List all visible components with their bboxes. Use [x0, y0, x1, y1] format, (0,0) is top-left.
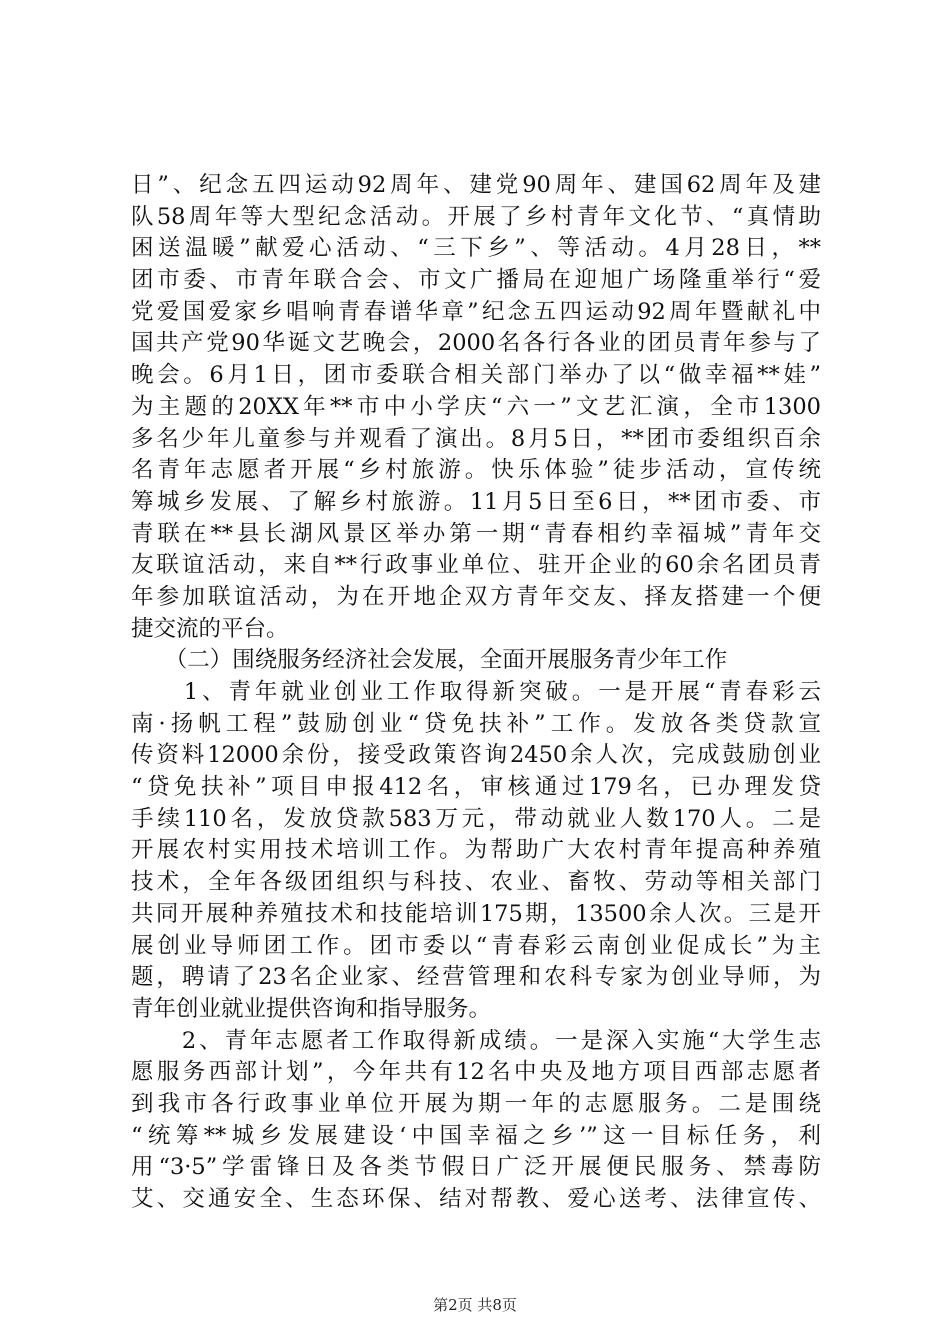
text-line: 1、青年就业创业工作取得新突破。一是开展“青春彩云: [131, 679, 821, 705]
text-line: 团市委、市青年联合会、市文广播局在迎旭广场隆重举行“爱: [131, 267, 821, 294]
text-line: 艾、交通安全、生态环保、结对帮教、爱心送考、法律宣传、: [131, 1186, 821, 1212]
section-heading: （二）围绕服务经济社会发展，全面开展服务青少年工作: [131, 647, 728, 674]
text-line: “贷免扶补”项目申报412名，审核通过179名，已办理发贷: [131, 774, 821, 801]
text-line: 展创业导师团工作。团市委以“青春彩云南创业促成长”为主: [131, 932, 821, 959]
text-line: 党爱国爱家乡唱响青春谱华章”纪念五四运动92周年暨献礼中: [131, 298, 821, 325]
text-line: 用“3·5”学雷锋日及各类节假日广泛开展便民服务、禁毒防: [131, 1154, 821, 1181]
text-line: 南·扬帆工程”鼓励创业“贷免扶补”工作。发放各类贷款宣: [131, 710, 821, 737]
text-line: 困送温暖”献爱心活动、“三下乡”、等活动。4月28日，**: [131, 235, 821, 262]
text-line: 2、青年志愿者工作取得新成绩。一是深入实施“大学生志: [131, 1027, 821, 1054]
text-line: 青联在**县长湖风景区举办第一期“青春相约幸福城”青年交: [131, 520, 821, 547]
text-line: 题，聘请了23名企业家、经营管理和农科专家为创业导师，为: [131, 964, 821, 991]
text-line: 国共产党90华诞文艺晚会，2000名各行各业的团员青年参与了: [131, 330, 821, 357]
text-line: 捷交流的平台。: [131, 615, 289, 642]
text-line: “统筹**城乡发展建设‘中国幸福之乡’”这一目标任务，利: [131, 1122, 821, 1149]
text-line: 愿服务西部计划”，今年共有12名中央及地方项目西部志愿者: [131, 1059, 821, 1086]
document-body: [131, 170, 821, 1216]
text-line: 晚会。6月1日，团市委联合相关部门举办了以“做幸福**娃”: [131, 362, 821, 389]
text-line: 队58周年等大型纪念活动。开展了乡村青年文化节、“真情助: [131, 203, 821, 230]
text-line: 技术，全年各级团组织与科技、农业、畜牧、劳动等相关部门: [131, 869, 821, 896]
text-line: 年参加联谊活动，为在开地企双方青年交友、择友搭建一个便: [131, 583, 821, 610]
text-line: 到我市各行政事业单位开展为期一年的志愿服务。二是围绕: [131, 1090, 821, 1117]
text-line: 筹城乡发展、了解乡村旅游。11月5日至6日，**团市委、市: [131, 488, 821, 515]
text-line: 开展农村实用技术培训工作。为帮助广大农村青年提高种养殖: [131, 837, 821, 864]
page-number-footer: 第2页 共8页: [433, 1296, 517, 1314]
text-line: 日”、纪念五四运动92周年、建党90周年、建国62周年及建: [131, 172, 821, 198]
text-line: 为主题的20XX年**市中小学庆“六一”文艺汇演，全市1300: [131, 393, 821, 420]
text-line: 青年创业就业提供咨询和指导服务。: [131, 995, 492, 1022]
text-line: 友联谊活动，来自**行政事业单位、驻开企业的60余名团员青: [131, 552, 821, 579]
text-line: 传资料12000余份，接受政策咨询2450余人次，完成鼓励创业: [131, 742, 821, 769]
text-line: 手续110名，发放贷款583万元，带动就业人数170人。二是: [131, 805, 821, 832]
text-line: 共同开展种养殖技术和技能培训175期，13500余人次。三是开: [131, 900, 821, 927]
text-line: 名青年志愿者开展“乡村旅游。快乐体验”徒步活动，宣传统: [131, 457, 821, 484]
text-line: 多名少年儿童参与并观看了演出。8月5日，**团市委组织百余: [131, 425, 821, 452]
